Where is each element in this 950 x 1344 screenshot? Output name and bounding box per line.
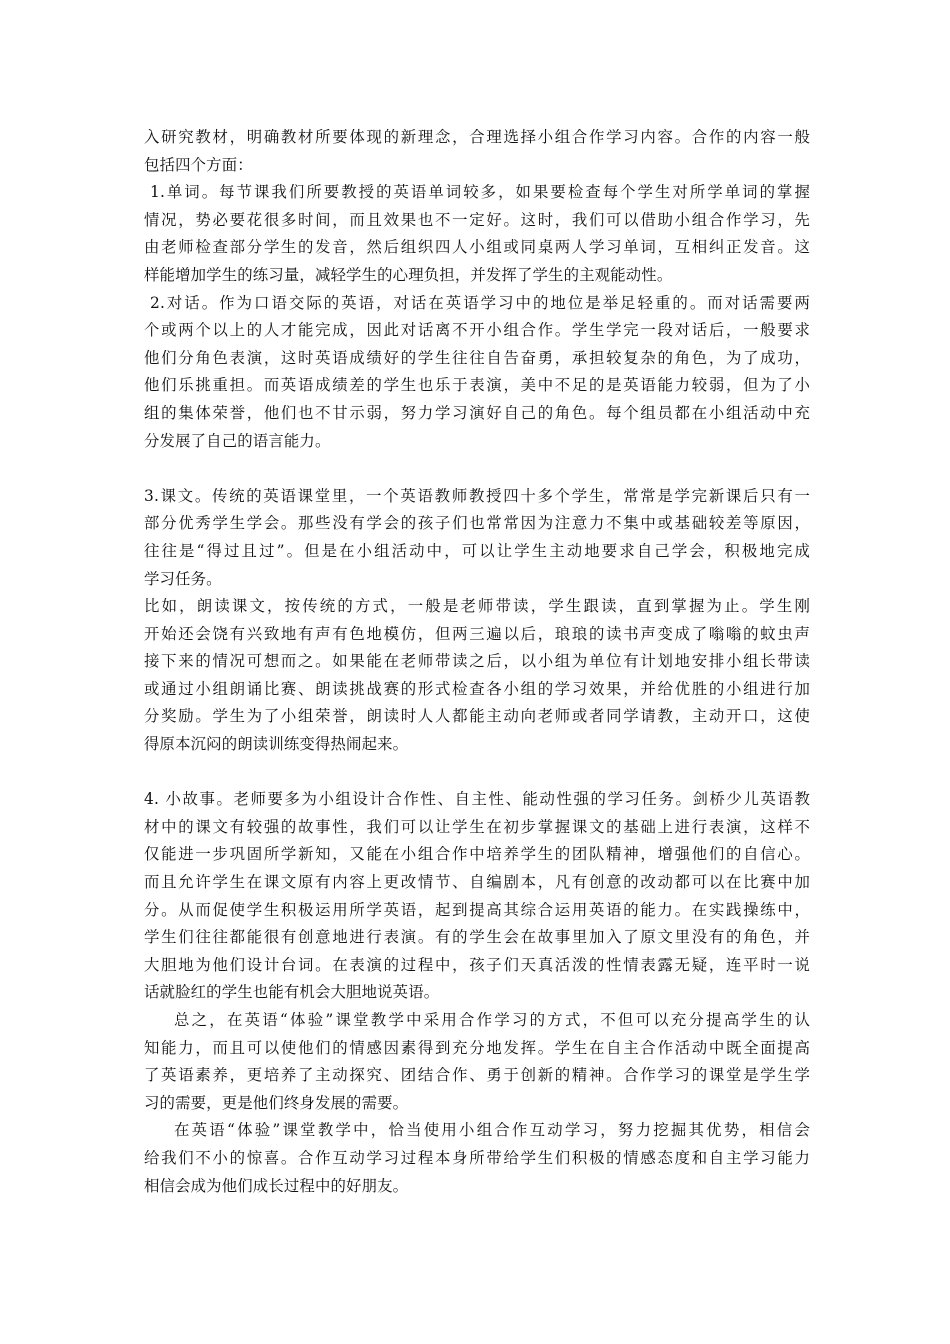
text-line: 在英语“体验”课堂教学中，恰当使用小组合作互动学习，努力挖掘其优势，相信会: [174, 1121, 810, 1140]
text-line: 材中的课文有较强的故事性，我们可以让学生在初步掌握课文的基础上进行表演，这样不: [144, 817, 810, 836]
text-line: 他们乐挑重担。而英语成绩差的学生也乐于表演，美中不足的是英语能力较弱，但为了小: [144, 376, 810, 395]
text-line: 分。从而促使学生积极运用所学英语，起到提高其综合运用英语的能力。在实践操练中，: [144, 900, 810, 919]
text-line: 或通过小组朗诵比赛、朗读挑战赛的形式检查各小组的学习效果，并给优胜的小组进行加: [144, 679, 810, 698]
text-line: 包括四个方面：: [144, 155, 253, 174]
paragraph-story: [144, 786, 810, 1007]
text-line: 习的需要，更是他们终身发展的需要。: [144, 1093, 409, 1112]
text-line: 相信会成为他们成长过程中的好朋友。: [144, 1176, 409, 1195]
paragraph-intro: [144, 124, 810, 179]
text-line: 1.单词。每节课我们所要教授的英语单词较多，如果要检查每个学生对所学单词的掌握: [150, 183, 810, 202]
text-line: 仅能进一步巩固所学新知，又能在小组合作中培养学生的团队精神，增强他们的自信心。: [144, 845, 810, 864]
paragraph-vocabulary: [144, 179, 810, 289]
text-line: 入研究教材，明确教材所要体现的新理念，合理选择小组合作学习内容。合作的内容一般: [144, 128, 810, 146]
text-line: 情况，势必要花很多时间，而且效果也不一定好。这时，我们可以借助小组合作学习，先: [144, 210, 810, 229]
text-line: 了英语素养，更培养了主动探究、团结合作、勇于创新的精神。合作学习的课堂是学生学: [144, 1066, 810, 1085]
text-line: 比如，朗读课文，按传统的方式，一般是老师带读，学生跟读，直到掌握为止。学生刚: [144, 597, 810, 616]
text-line: 开始还会饶有兴致地有声有色地模仿，但两三遍以后，琅琅的读书声变成了嗡嗡的蚊虫声: [144, 624, 810, 643]
text-line: 往往是“得过且过”。但是在小组活动中，可以让学生主动地要求自己学会，积极地完成: [144, 541, 810, 560]
paragraph-gap: [144, 759, 810, 787]
text-line: 4. 小故事。老师要多为小组设计合作性、自主性、能动性强的学习任务。剑桥少儿英语教: [144, 790, 810, 809]
text-line: 总之，在英语“体验”课堂教学中采用合作学习的方式，不但可以充分提高学生的认: [174, 1011, 810, 1029]
text-line: 组的集体荣誉，他们也不甘示弱，努力学习演好自己的角色。每个组员都在小组活动中充: [144, 403, 810, 422]
text-line: 大胆地为他们设计台词。在表演的过程中，孩子们天真活泼的性情表露无疑，连平时一说: [144, 955, 810, 974]
paragraph-text: [144, 483, 810, 593]
text-line: 分奖励。学生为了小组荣誉，朗读时人人都能主动向老师或者同学请教，主动开口，这使: [144, 707, 810, 726]
paragraph-summary: [144, 1007, 810, 1117]
text-line: 学生们往往都能很有创意地进行表演。有的学生会在故事里加入了原文里没有的角色，并: [144, 928, 810, 947]
text-line: 部分优秀学生学会。那些没有学会的孩子们也常常因为注意力不集中或基础较差等原因，: [144, 514, 810, 533]
text-line: 知能力，而且可以使他们的情感因素得到充分地发挥。学生在自主合作活动中既全面提高: [144, 1038, 810, 1057]
text-line: 分发展了自己的语言能力。: [144, 431, 331, 450]
text-line: 话就脸红的学生也能有机会大胆地说英语。: [144, 983, 440, 1002]
text-line: 给我们不小的惊喜。合作互动学习过程本身所带给学生们积极的情感态度和自主学习能力: [144, 1148, 810, 1167]
text-line: 由老师检查部分学生的发音，然后组织四人小组或同桌两人学习单词，互相纠正发音。这: [144, 238, 810, 257]
text-line: 接下来的情况可想而之。如果能在老师带读之后，以小组为单位有计划地安排小组长带读: [144, 652, 810, 671]
text-line: 学习任务。: [144, 569, 222, 588]
paragraph-reading-example: [144, 593, 810, 759]
text-line: 而且允许学生在课文原有内容上更改情节、自编剧本，凡有创意的改动都可以在比赛中加: [144, 873, 810, 892]
paragraph-conclusion: [144, 1117, 810, 1200]
document-page: [144, 124, 810, 1200]
text-line: 样能增加学生的练习量，减轻学生的心理负担，并发挥了学生的主观能动性。: [144, 265, 673, 284]
text-line: 3.课文。传统的英语课堂里，一个英语教师教授四十多个学生，常常是学完新课后只有一: [144, 486, 810, 505]
paragraph-gap: [144, 455, 810, 483]
text-line: 2.对话。作为口语交际的英语，对话在英语学习中的地位是举足轻重的。而对话需要两: [150, 293, 810, 312]
text-line: 个或两个以上的人才能完成，因此对话离不开小组合作。学生学完一段对话后，一般要求: [144, 321, 810, 340]
text-line: 得原本沉闷的朗读训练变得热闹起来。: [144, 735, 409, 754]
text-line: 他们分角色表演，这时英语成绩好的学生往往自告奋勇，承担较复杂的角色，为了成功，: [144, 348, 810, 367]
paragraph-dialogue: [144, 290, 810, 456]
